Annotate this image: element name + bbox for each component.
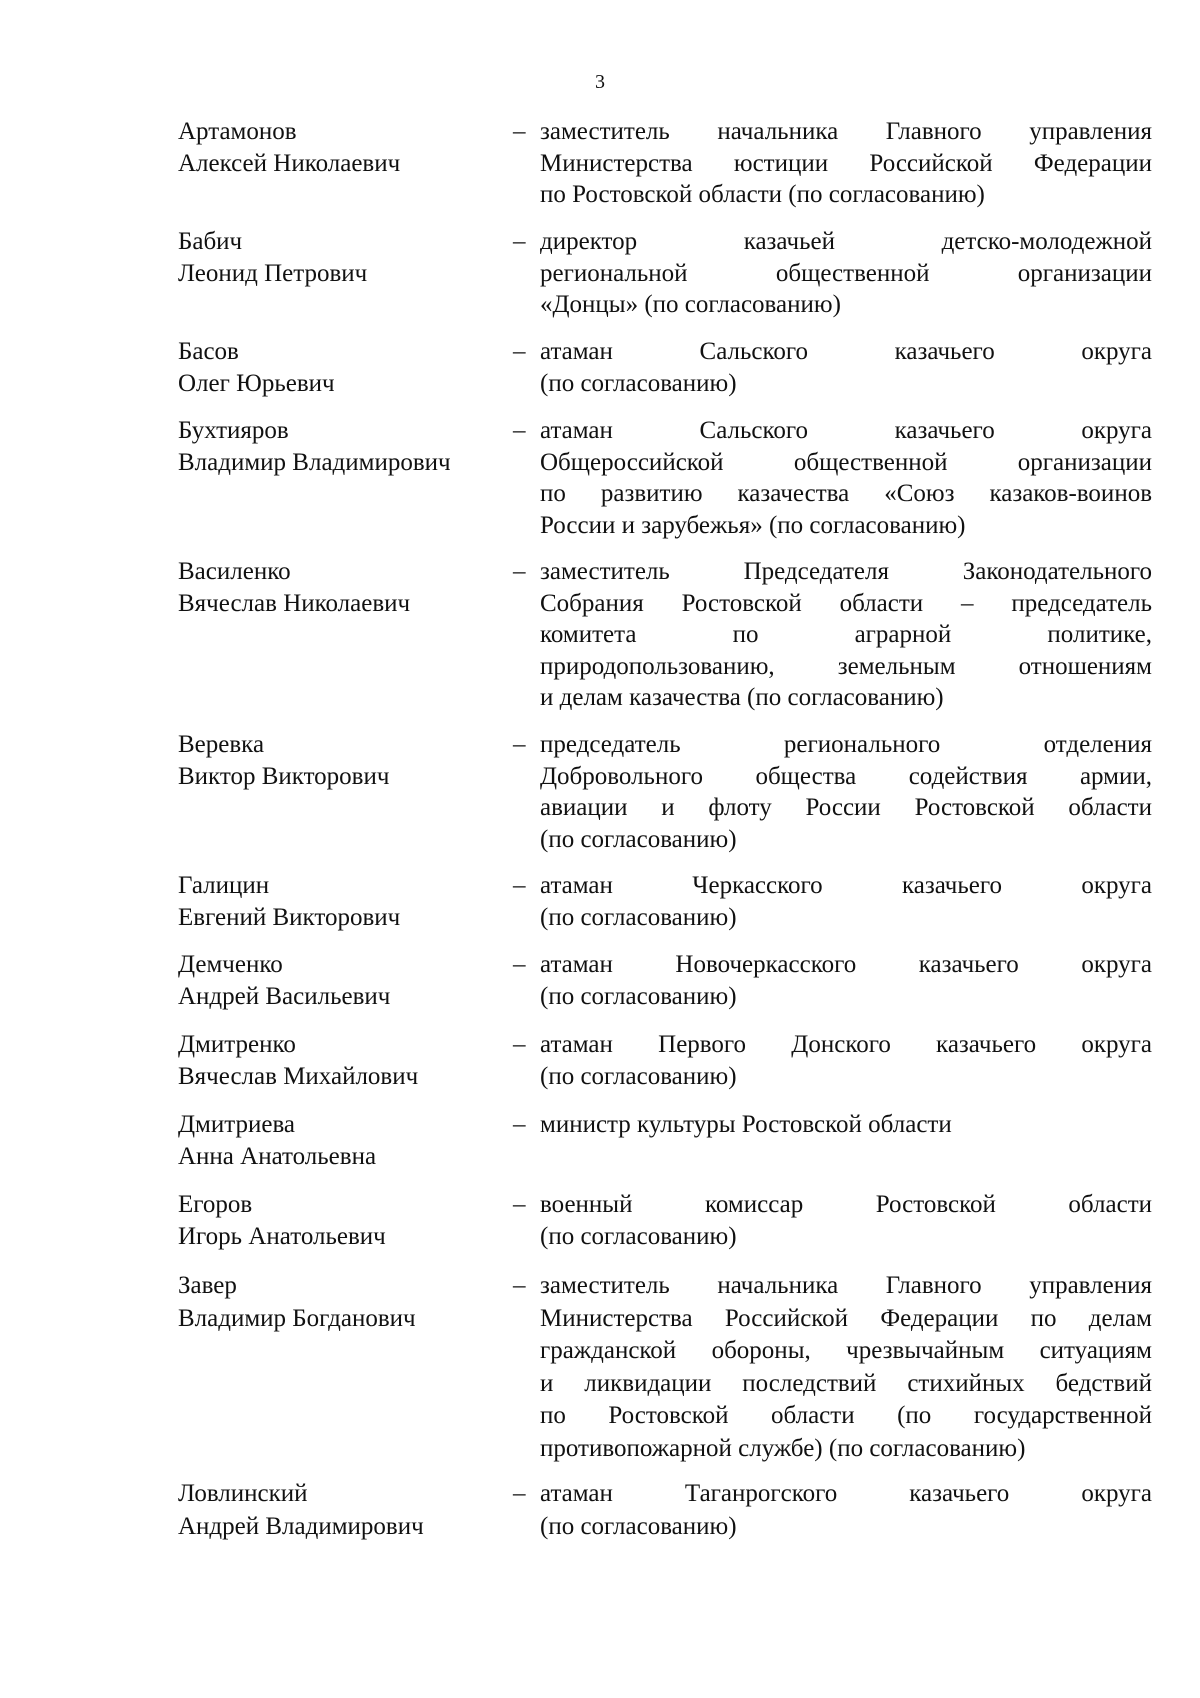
member-position [540, 1109, 1152, 1141]
position-line: заместитель начальника Главного управления [540, 1272, 1152, 1299]
position-line: министр культуры Ростовской области [540, 1111, 952, 1138]
position-line: «Донцы» (по согласованию) [540, 291, 841, 318]
member-name [178, 226, 498, 289]
member-given-names: Евгений Викторович [178, 903, 401, 931]
position-line: атаман Сальского казачьего округа [540, 417, 1152, 444]
member-surname: Галицин [178, 872, 270, 899]
position-line: по развитию казачества «Союз казаков-воинов [540, 480, 1152, 507]
member-position [540, 870, 1152, 933]
member-name [178, 1189, 498, 1252]
member-surname: Демченко [178, 951, 283, 978]
entry-dash: – [513, 951, 526, 978]
member-surname: Василенко [178, 558, 291, 585]
member-given-names: Алексей Николаевич [178, 149, 401, 177]
member-surname: Артамонов [178, 118, 297, 145]
position-line: заместитель начальника Главного управления [540, 118, 1152, 145]
position-line: военный комиссар Ростовской области [540, 1191, 1152, 1218]
member-given-names: Леонид Петрович [178, 259, 368, 287]
member-name [178, 415, 498, 478]
member-name [178, 870, 498, 933]
member-position [540, 1029, 1152, 1092]
member-given-names: Игорь Анатольевич [178, 1222, 386, 1250]
position-line: заместитель Председателя Законодательного [540, 558, 1152, 585]
position-line: по Ростовской области (по государственной [540, 1402, 1152, 1429]
position-line: (по согласованию) [540, 825, 737, 853]
position-line: председатель регионального отделения [540, 731, 1152, 758]
entry-dash: – [513, 1191, 526, 1218]
member-name [178, 556, 498, 619]
position-line: атаман Новочеркасского казачьего округа [540, 951, 1152, 978]
entry-dash: – [513, 338, 526, 365]
member-position [540, 949, 1152, 1012]
position-line: атаман Таганрогского казачьего округа [540, 1480, 1152, 1507]
member-position [540, 1270, 1152, 1465]
member-given-names: Владимир Владимирович [178, 448, 451, 476]
member-surname: Веревка [178, 731, 265, 758]
member-name [178, 336, 498, 399]
member-surname: Бабич [178, 228, 243, 255]
position-line: комитета по аграрной политике, [540, 621, 1152, 648]
position-line: директор казачьей детско-молодежной [540, 228, 1152, 255]
entry-dash: – [513, 417, 526, 444]
member-name [178, 116, 498, 179]
position-line: атаман Черкасского казачьего округа [540, 872, 1152, 899]
member-name [178, 729, 498, 792]
member-surname: Егоров [178, 1191, 253, 1218]
entry-dash: – [513, 1111, 526, 1138]
member-name [178, 1270, 498, 1335]
member-surname: Ловлинский [178, 1480, 308, 1507]
member-position [540, 415, 1152, 541]
position-line: гражданской обороны, чрезвычайным ситуациям [540, 1337, 1152, 1364]
position-line: атаман Первого Донского казачьего округа [540, 1031, 1152, 1058]
member-position [540, 226, 1152, 321]
position-line: (по согласованию) [540, 1222, 737, 1250]
position-line: природопользованию, земельным отношениям [540, 652, 1152, 680]
member-name [178, 949, 498, 1012]
member-given-names: Вячеслав Николаевич [178, 589, 411, 617]
position-line: по Ростовской области (по согласованию) [540, 181, 985, 208]
member-given-names: Виктор Викторович [178, 762, 390, 790]
position-line: (по согласованию) [540, 1513, 737, 1540]
position-line: атаман Сальского казачьего округа [540, 338, 1152, 365]
position-line: (по согласованию) [540, 982, 737, 1010]
member-name [178, 1029, 498, 1092]
position-line: региональной общественной организации [540, 259, 1152, 287]
entry-dash: – [513, 558, 526, 585]
member-surname: Дмитренко [178, 1031, 296, 1058]
position-line: Добровольного общества содействия армии, [540, 762, 1152, 790]
entry-dash: – [513, 228, 526, 255]
member-position [540, 116, 1152, 211]
member-surname: Завер [178, 1272, 237, 1299]
entry-dash: – [513, 731, 526, 758]
member-position [540, 556, 1152, 714]
member-position [540, 1477, 1152, 1543]
member-position [540, 1189, 1152, 1252]
position-line: России и зарубежья» (по согласованию) [540, 511, 966, 539]
member-given-names: Андрей Владимирович [178, 1513, 424, 1540]
entry-dash: – [513, 872, 526, 899]
position-line: противопожарной службе) (по согласованию) [540, 1434, 1026, 1462]
position-line: Министерства Российской Федерации по делам [540, 1304, 1152, 1332]
position-line: Собрания Ростовской области – председатель [540, 589, 1152, 617]
member-given-names: Владимир Богданович [178, 1304, 416, 1332]
member-name [178, 1477, 498, 1543]
position-line: и ликвидации последствий стихийных бедствий [540, 1369, 1152, 1397]
member-given-names: Олег Юрьевич [178, 369, 335, 397]
member-surname: Басов [178, 338, 239, 365]
member-given-names: Вячеслав Михайлович [178, 1062, 419, 1090]
entry-dash: – [513, 1480, 526, 1507]
member-name [178, 1109, 498, 1172]
member-given-names: Андрей Васильевич [178, 982, 391, 1010]
entry-dash: – [513, 118, 526, 145]
position-line: Общероссийской общественной организации [540, 448, 1152, 476]
entry-dash: – [513, 1272, 526, 1299]
entry-dash: – [513, 1031, 526, 1058]
position-line: (по согласованию) [540, 903, 737, 931]
position-line: и делам казачества (по согласованию) [540, 684, 944, 711]
member-given-names: Анна Анатольевна [178, 1142, 377, 1170]
member-position [540, 729, 1152, 855]
position-line: (по согласованию) [540, 1062, 737, 1090]
member-surname: Бухтияров [178, 417, 289, 444]
member-position [540, 336, 1152, 399]
position-line: (по согласованию) [540, 369, 737, 397]
position-line: авиации и флоту России Ростовской области [540, 794, 1152, 821]
member-surname: Дмитриева [178, 1111, 296, 1138]
position-line: Министерства юстиции Российской Федерации [540, 149, 1152, 177]
page-number: 3 [595, 71, 605, 93]
